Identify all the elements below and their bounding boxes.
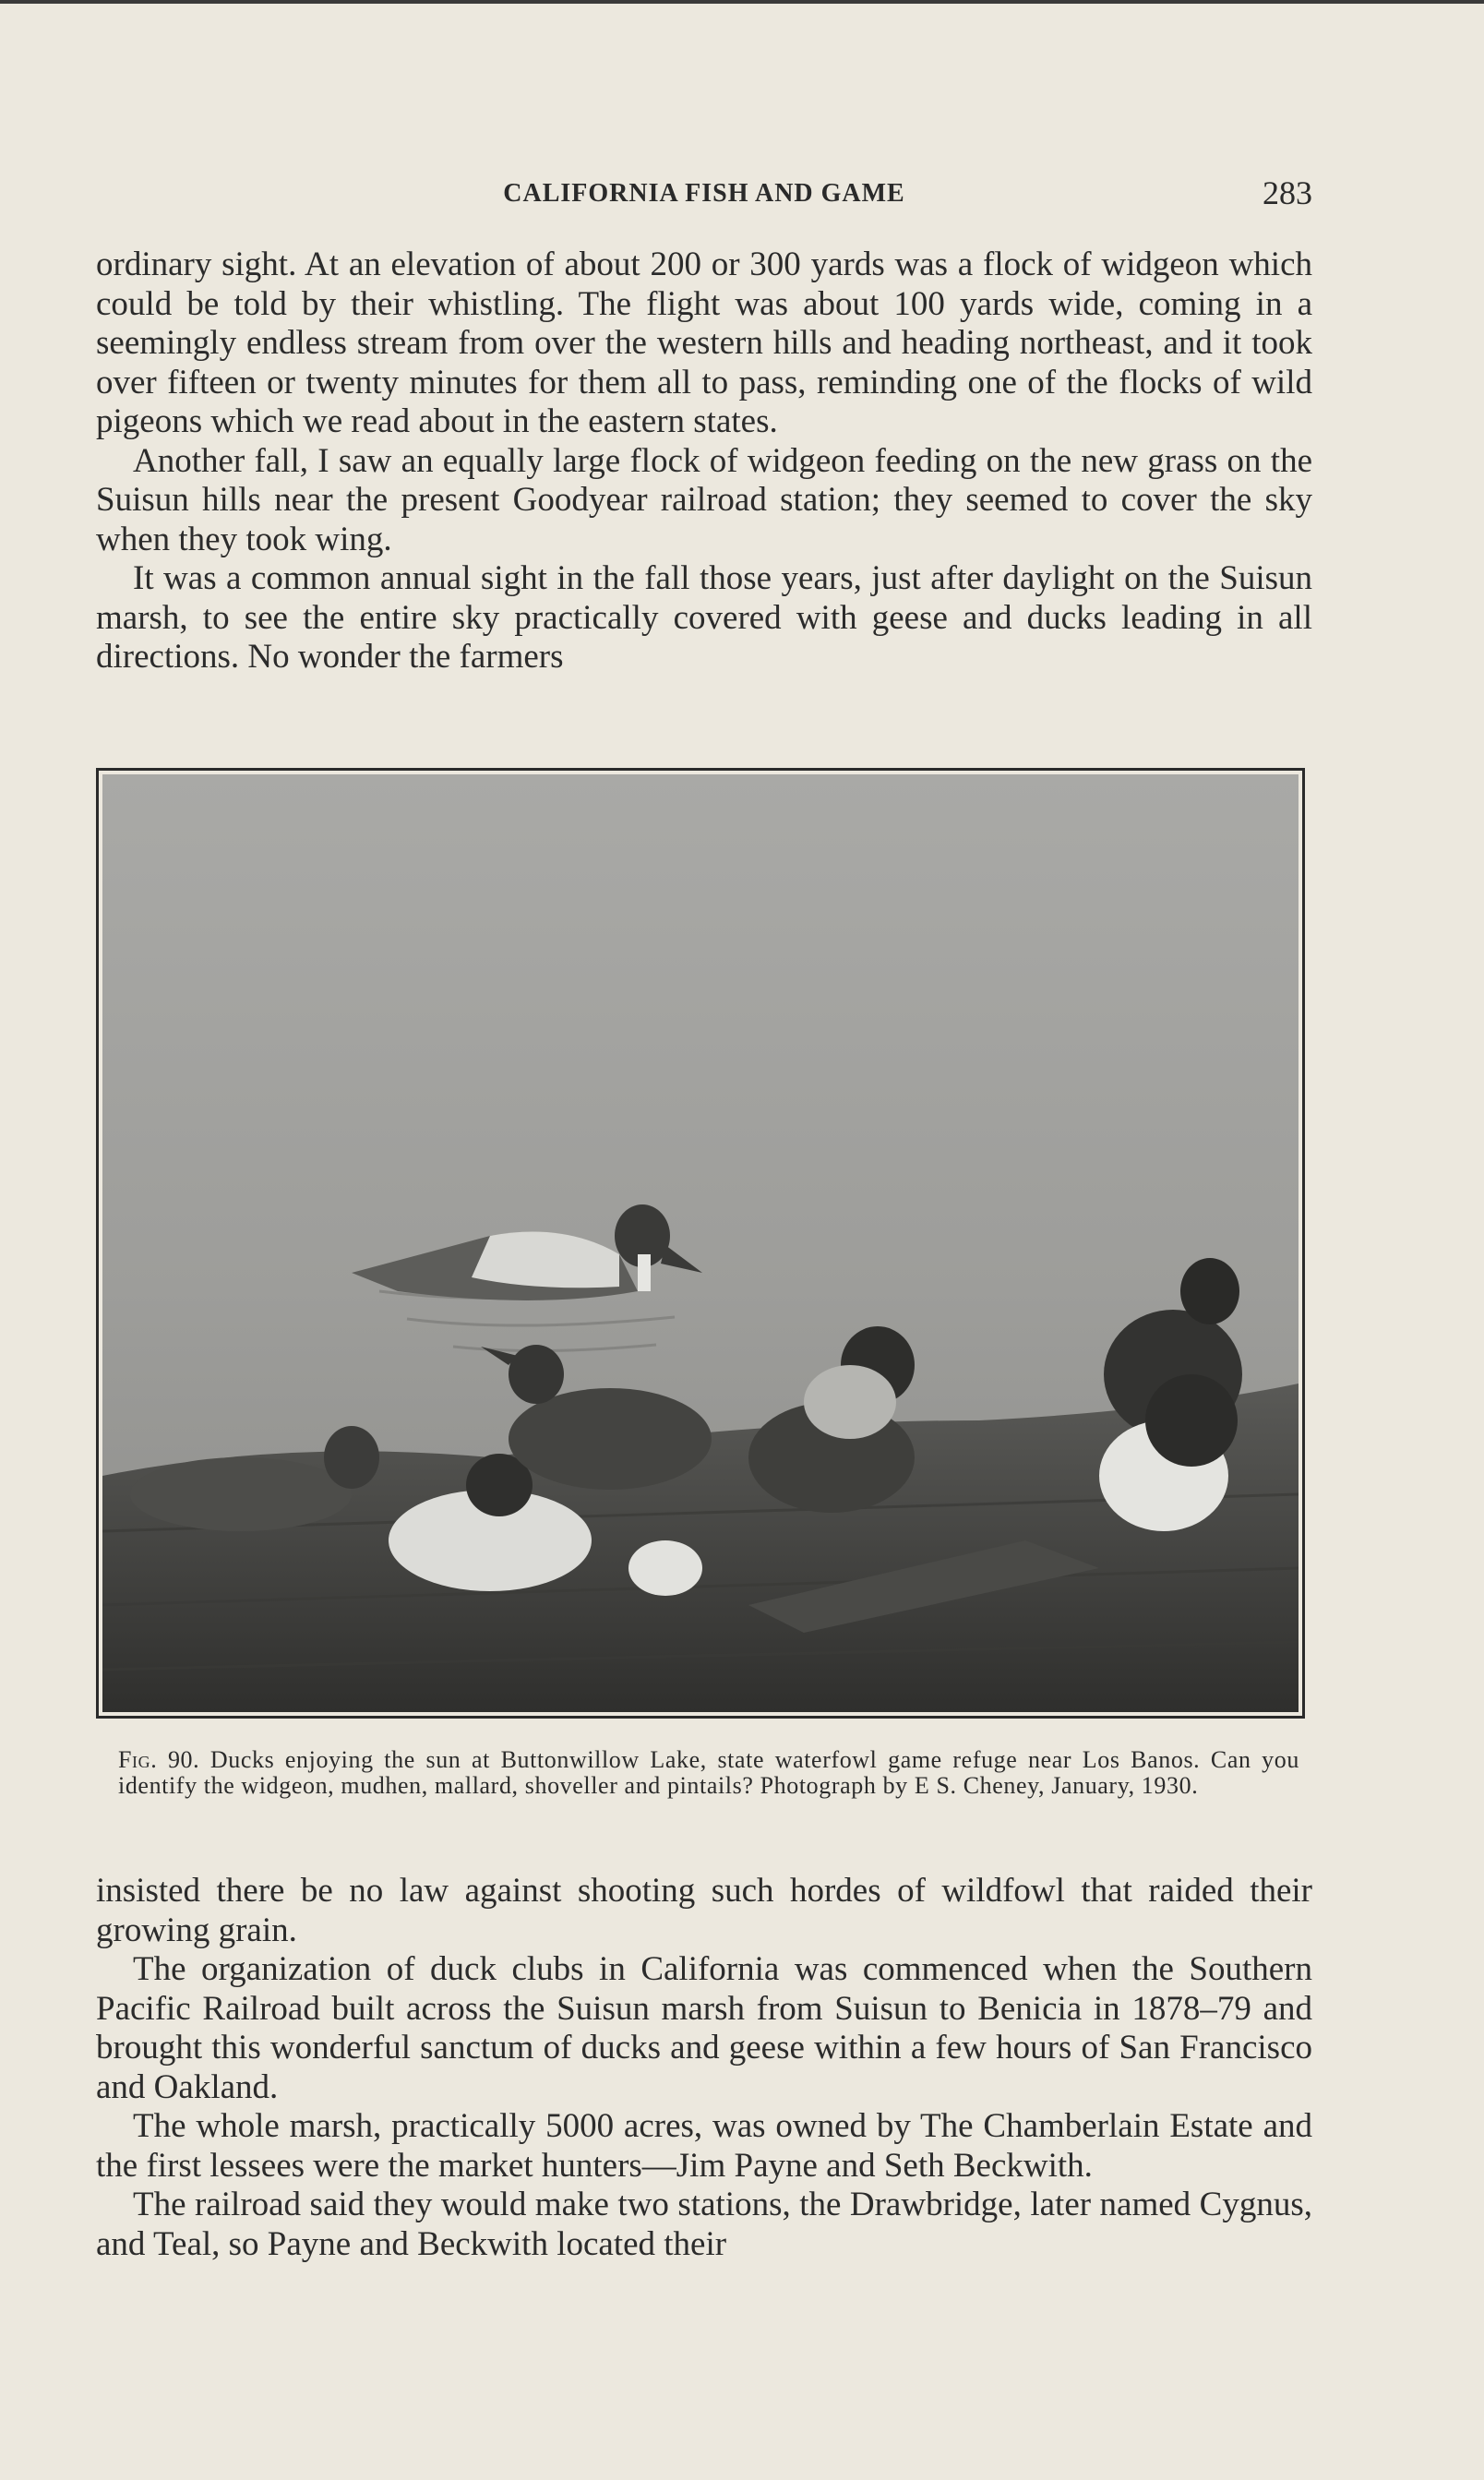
top-edge-rule	[0, 0, 1484, 4]
paragraph: insisted there be no law against shooting such hordes of wildfowl that raided their growing grain.	[96, 1872, 1312, 1949]
paragraph: The organization of duck clubs in California was commenced when the Southern Pacific Railroad built across the Suisun marsh from Suisun to Benicia in 1878–79 and brought this wonderful sanctum of ducks and geese within a few hours of San Francisco and Oakland.	[96, 1950, 1312, 2106]
body-text-bottom	[96, 1872, 1312, 2264]
figure-photograph-frame	[96, 768, 1305, 1719]
figure-caption	[118, 1747, 1299, 1799]
paragraph: Another fall, I saw an equally large flock of widgeon feeding on the new grass on the Suisun hills near the present Goodyear railroad station; they seemed to cover the sky when they took wing.	[96, 441, 1312, 558]
journal-title: CALIFORNIA FISH AND GAME	[503, 179, 905, 208]
duck-photograph	[102, 774, 1298, 1712]
running-head	[96, 174, 1312, 216]
paragraph: The whole marsh, practically 5000 acres, was owned by The Chamberlain Estate and the first lessees were the market hunters—Jim Payne and Seth Beckwith.	[96, 2107, 1312, 2185]
page-number: 283	[1263, 174, 1312, 211]
body-text-top	[96, 246, 1312, 677]
figure-caption-text: Ducks enjoying the sun at Buttonwillow Lake, state waterfowl game refuge near Los Banos. Can you identify the widgeon, mudhen, mallard, shoveller and pintails? Photograph by E S. Cheney, January, 1930.	[118, 1746, 1299, 1799]
paragraph: ordinary sight. At an elevation of about 200 or 300 yards was a flock of widgeon which could be told by their whistling. The flight was about 100 yards wide, coming in a seemingly endless stream from over the western hills and heading northeast, and it took over fifteen or twenty minutes for them all to pass, reminding one of the flocks of wild pigeons which we read about in the eastern states.	[96, 246, 1312, 440]
paragraph: It was a common annual sight in the fall those years, just after daylight on the Suisun marsh, to see the entire sky practically covered with geese and ducks leading in all directions. No wonder the farmers	[96, 559, 1312, 676]
paragraph: The railroad said they would make two stations, the Drawbridge, later named Cygnus, and Teal, so Payne and Beckwith located their	[96, 2186, 1312, 2263]
figure-label: Fig. 90.	[118, 1746, 200, 1773]
